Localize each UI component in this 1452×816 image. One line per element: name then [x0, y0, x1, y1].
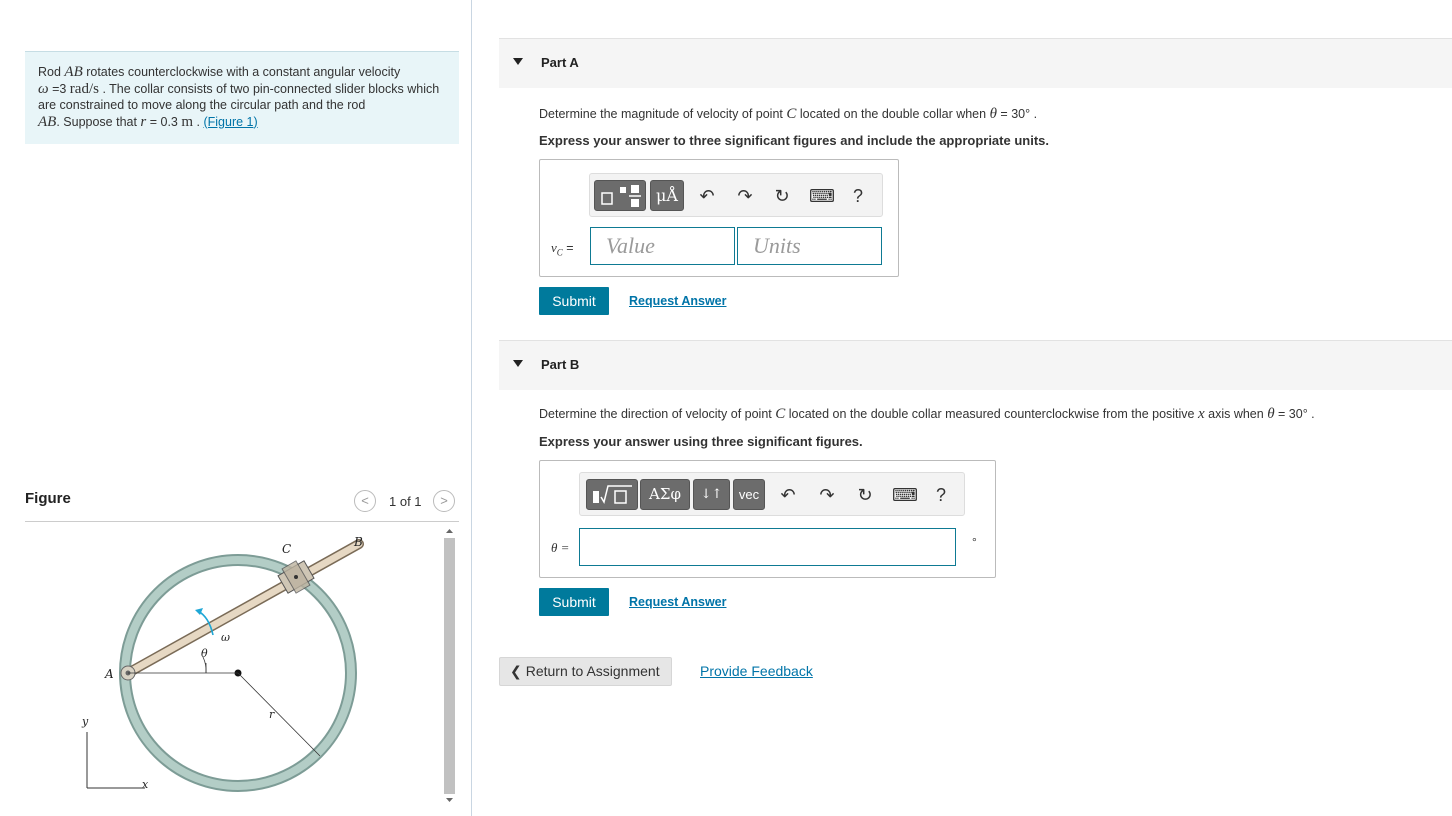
angle-field-wrap — [579, 528, 956, 566]
part-a-header[interactable] — [499, 38, 1452, 88]
math-omega: ω — [38, 80, 49, 97]
part-b-submit-button[interactable]: Submit — [539, 588, 609, 616]
chevron-left-icon: ❮ — [510, 663, 522, 679]
help-icon[interactable]: ? — [935, 485, 946, 505]
label-a: A — [105, 667, 114, 681]
vector-button[interactable]: vec — [733, 479, 765, 510]
part-b-instruction: Express your answer using three significant figures. — [539, 434, 863, 449]
question-text: = 30° . — [996, 107, 1038, 121]
part-b-question — [539, 406, 1315, 423]
theta-label — [551, 540, 569, 556]
reset-icon[interactable]: ↻ — [857, 485, 873, 505]
undo-icon[interactable]: ↶ — [780, 485, 796, 505]
chevron-right-icon: > — [440, 493, 448, 508]
templates-button[interactable] — [586, 479, 638, 510]
figure-image — [25, 522, 445, 812]
question-text: = 30° . — [1274, 407, 1315, 421]
collar-pin — [294, 575, 298, 579]
left-panel — [0, 0, 472, 816]
part-a-submit-button[interactable]: Submit — [539, 287, 609, 315]
units-button[interactable]: μÅ — [650, 180, 684, 211]
question-text: Determine the direction of velocity of point — [539, 407, 776, 421]
fraction-template-icon — [595, 181, 645, 210]
part-a-request-answer-link[interactable]: Request Answer — [629, 294, 727, 308]
figure-header — [25, 486, 459, 522]
chevron-left-icon: < — [361, 493, 369, 508]
figure-counter: 1 of 1 — [389, 494, 422, 509]
v-c-label — [551, 240, 574, 258]
angle-field[interactable] — [580, 529, 955, 565]
help-icon[interactable]: ? — [852, 186, 863, 206]
keyboard-icon[interactable]: ⌨ — [809, 186, 835, 206]
part-b-title: Part B — [541, 357, 580, 372]
part-a-toolbar — [589, 173, 883, 217]
greek-symbols-button[interactable]: ΑΣφ — [640, 479, 690, 510]
problem-text: rotates counterclockwise with a constant angular velocity — [82, 65, 401, 79]
degree-unit: ° — [972, 535, 977, 549]
collar-diagram — [25, 522, 445, 812]
sub-sup-button[interactable]: ↓↑ — [693, 479, 730, 510]
part-a-instruction: Express your answer to three significant figures and include the appropriate units. — [539, 133, 1049, 148]
problem-text: =3 — [48, 81, 70, 96]
question-text: located on the double collar measured counterclockwise from the positive — [785, 407, 1198, 421]
part-b-header[interactable] — [499, 340, 1452, 390]
question-text: located on the double collar when — [796, 107, 990, 121]
math-ab: AB — [64, 64, 83, 80]
problem-text: . Suppose that — [56, 114, 141, 129]
radical-template-icon — [587, 480, 637, 509]
label-omega: ω — [221, 631, 230, 644]
part-b-answer-box — [539, 460, 996, 578]
part-b-toolbar — [579, 472, 965, 516]
reset-icon[interactable]: ↻ — [774, 186, 790, 206]
problem-text: . The collar consists of two pin-connected slider blocks which are constrained to move along the circular path and the rod — [38, 81, 440, 112]
provide-feedback-link[interactable]: Provide Feedback — [700, 663, 813, 679]
redo-icon[interactable]: ↷ — [819, 485, 835, 505]
radius-line — [238, 673, 320, 756]
label-y: y — [82, 715, 89, 728]
figure-link[interactable]: (Figure 1) — [203, 114, 258, 129]
undo-icon[interactable]: ↶ — [699, 186, 715, 206]
caret-down-icon — [513, 58, 523, 65]
problem-text: . — [193, 114, 204, 129]
part-a-answer-box — [539, 159, 899, 277]
math-unit-rad-s: rad/s — [69, 80, 99, 97]
value-field-wrap — [590, 227, 735, 265]
label-theta: θ — [201, 647, 208, 660]
label-c: C — [282, 542, 292, 556]
value-field[interactable] — [591, 228, 734, 264]
part-a-title: Part A — [541, 55, 579, 70]
redo-icon[interactable]: ↷ — [737, 186, 753, 206]
math-sub-c: C — [556, 247, 563, 258]
next-figure-button[interactable] — [433, 490, 455, 512]
math-c: C — [775, 406, 786, 422]
problem-text: Rod — [38, 65, 65, 79]
figure-scrollbar[interactable] — [442, 524, 457, 810]
math-ab: AB — [38, 113, 57, 130]
label-b: B — [354, 535, 363, 549]
label-r: r — [269, 708, 275, 721]
math-theta: θ — [989, 106, 997, 122]
math-v: v — [551, 240, 557, 255]
figure-title: Figure — [25, 490, 71, 507]
math-c: C — [786, 106, 797, 122]
math-unit-m: m — [181, 113, 194, 130]
keyboard-icon[interactable]: ⌨ — [892, 485, 918, 505]
units-field-wrap — [737, 227, 882, 265]
label-x: x — [142, 778, 149, 791]
question-text: Determine the magnitude of velocity of point — [539, 107, 787, 121]
theta-equals: θ = — [551, 540, 570, 555]
templates-button[interactable] — [594, 180, 646, 211]
part-a-question — [539, 106, 1037, 123]
equals-sign: = — [562, 241, 574, 255]
scrollbar-thumb[interactable] — [444, 538, 455, 794]
units-field[interactable] — [738, 228, 881, 264]
problem-statement — [25, 51, 459, 144]
prev-figure-button[interactable] — [354, 490, 376, 512]
question-text: axis when — [1204, 407, 1268, 421]
math-x: x — [1197, 406, 1205, 422]
return-to-assignment-button[interactable] — [499, 657, 672, 686]
part-b-request-answer-link[interactable]: Request Answer — [629, 595, 727, 609]
math-r: r — [140, 113, 147, 130]
return-label: Return to Assignment — [525, 663, 660, 679]
math-theta: θ — [1267, 406, 1275, 422]
caret-down-icon — [513, 360, 523, 367]
problem-text: = 0.3 — [146, 114, 182, 129]
